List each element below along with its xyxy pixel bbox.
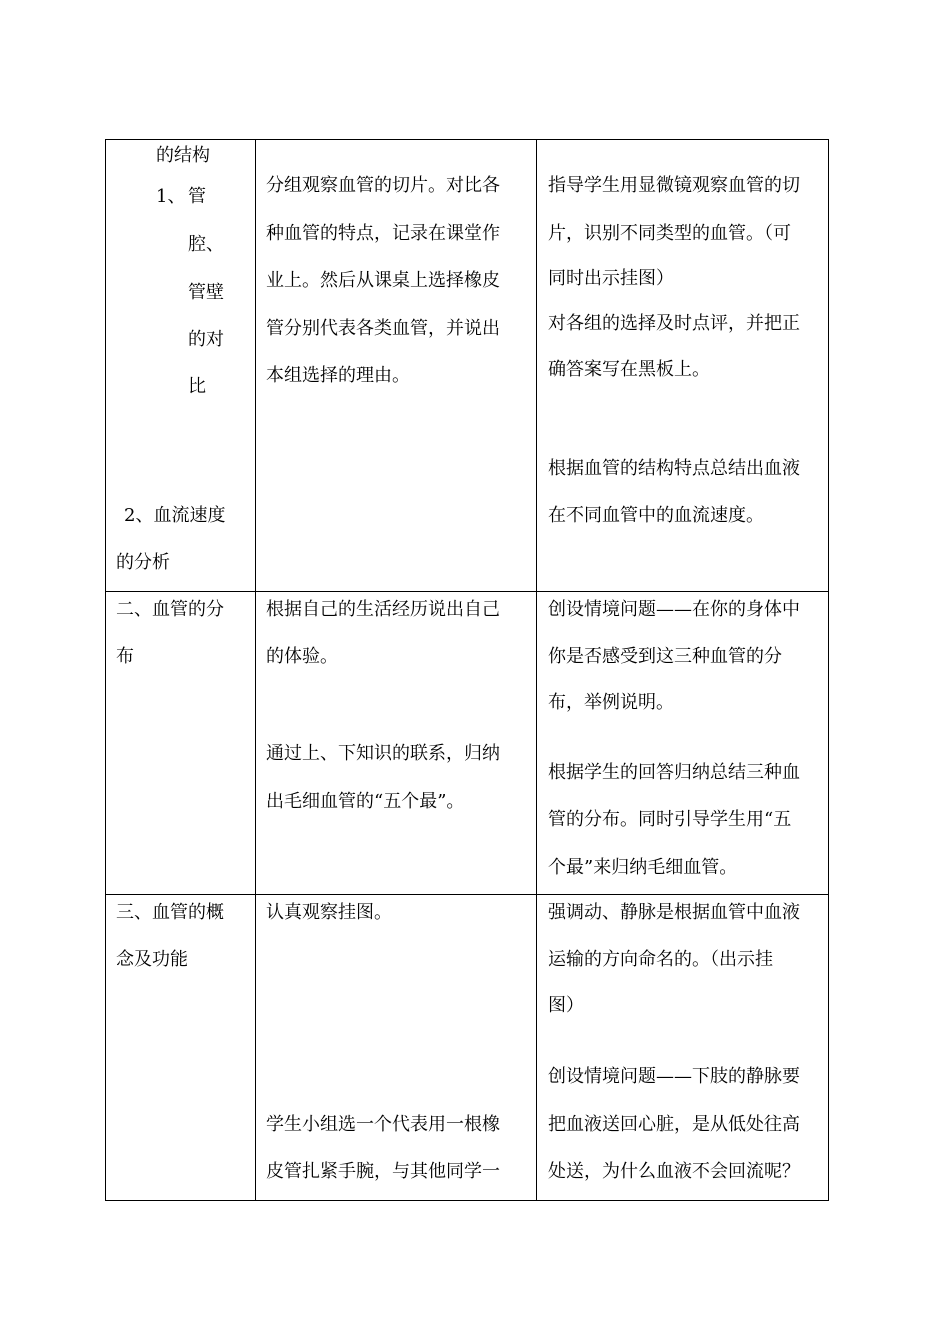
cell-text: 本组选择的理由。 xyxy=(266,365,410,386)
cell-text: 管 xyxy=(188,186,206,207)
cell-text: 管壁 xyxy=(188,282,224,303)
cell-text: 念及功能 xyxy=(116,949,188,970)
cell-text: 运输的方向命名的。（出示挂 xyxy=(548,949,773,970)
cell-text: 学生小组选一个代表用一根橡 xyxy=(266,1114,500,1135)
cell-text: 个最”来归纳毛细血管。 xyxy=(548,857,738,878)
cell-text: 种血管的特点，记录在课堂作 xyxy=(266,223,500,244)
cell-text: 图） xyxy=(548,995,584,1016)
cell-text: 认真观察挂图。 xyxy=(266,902,392,923)
cell-text: 比 xyxy=(188,376,206,397)
cell-text: 1、 xyxy=(156,186,186,207)
cell-text: 在不同血管中的血流速度。 xyxy=(548,505,764,526)
cell-text: 2、血流速度 xyxy=(124,505,226,526)
cell-text: 腔、 xyxy=(188,234,224,255)
cell-text: 把血液送回心脏，是从低处往高 xyxy=(548,1114,800,1135)
cell-text: 二、血管的分 xyxy=(116,599,224,620)
cell-text: 你是否感受到这三种血管的分 xyxy=(548,646,782,667)
cell-text: 管的分布。同时引导学生用“五 xyxy=(548,809,792,830)
cell-text: 创设情境问题——下肢的静脉要 xyxy=(548,1066,800,1087)
cell-text: 处送，为什么血液不会回流呢？ xyxy=(548,1161,800,1182)
cell-text: 皮管扎紧手腕，与其他同学一 xyxy=(266,1161,500,1182)
cell-text: 根据学生的回答归纳总结三种血 xyxy=(548,762,800,783)
cell-text: 创设情境问题——在你的身体中 xyxy=(548,599,800,620)
cell-text: 分组观察血管的切片。对比各 xyxy=(266,175,500,196)
cell-text: 根据血管的结构特点总结出血液 xyxy=(548,458,800,479)
cell-text: 管分别代表各类血管，并说出 xyxy=(266,318,500,339)
cell-text: 出毛细血管的“五个最”。 xyxy=(266,791,465,812)
lesson-table xyxy=(105,139,829,1201)
cell-text: 业上。然后从课桌上选择橡皮 xyxy=(266,270,500,291)
cell-text: 根据自己的生活经历说出自己 xyxy=(266,599,500,620)
cell-text: 强调动、静脉是根据血管中血液 xyxy=(548,902,800,923)
cell-text: 对各组的选择及时点评，并把正 xyxy=(548,313,800,334)
cell-text: 的结构 xyxy=(156,145,210,166)
column-divider xyxy=(255,140,256,1200)
cell-text: 通过上、下知识的联系，归纳 xyxy=(266,743,500,764)
column-divider xyxy=(536,140,537,1200)
cell-text: 片，识别不同类型的血管。（可 xyxy=(548,223,791,244)
cell-text: 指导学生用显微镜观察血管的切 xyxy=(548,175,800,196)
cell-text: 布，举例说明。 xyxy=(548,692,674,713)
cell-text: 的分析 xyxy=(116,552,170,573)
cell-text: 确答案写在黑板上。 xyxy=(548,359,710,380)
cell-text: 布 xyxy=(116,646,134,667)
cell-text: 三、血管的概 xyxy=(116,902,224,923)
cell-text: 同时出示挂图） xyxy=(548,268,674,289)
row-divider xyxy=(106,591,828,592)
cell-text: 的体验。 xyxy=(266,646,338,667)
row-divider xyxy=(106,894,828,895)
cell-text: 的对 xyxy=(188,329,224,350)
